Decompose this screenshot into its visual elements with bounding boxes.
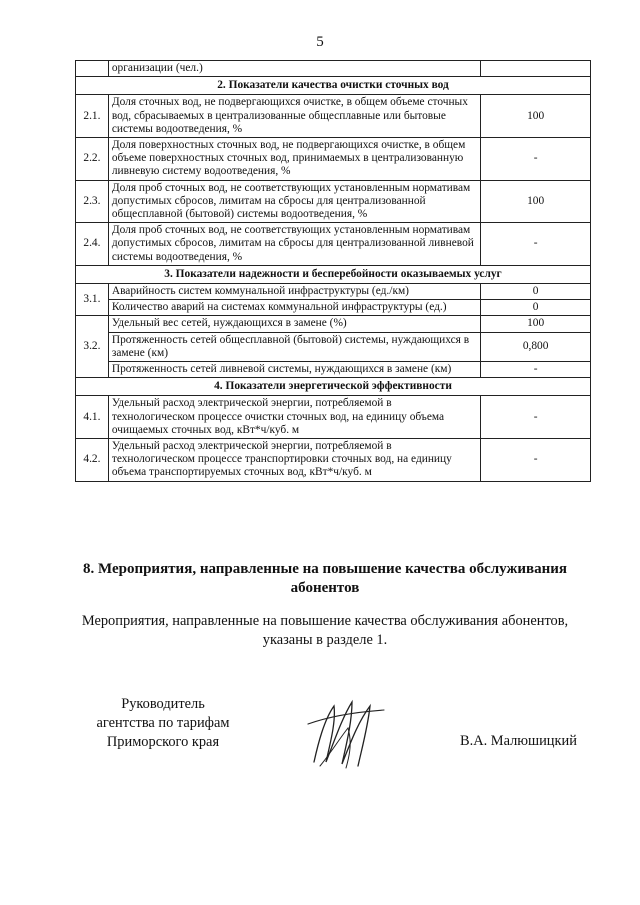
table-row (76, 300, 591, 316)
section-8-heading: 8. Мероприятия, направленные на повышение качества обслуживания абонентов (82, 561, 567, 596)
row-description: Протяженность сетей общесплавной (бытовой) системы, нуждающихся в замене (км) (108, 332, 480, 361)
section-title: 2. Показатели качества очистки сточных вод (76, 77, 591, 95)
row-number: 3.2. (76, 316, 109, 378)
section-header (76, 265, 591, 283)
table-row (76, 138, 591, 181)
row-description: Удельный расход электрической энергии, потребляемой в технологическом процессе транспортировки сточных вод, на единицу объема транспортируемых сточных вод, кВт*ч/куб. м (108, 439, 480, 482)
table-row (76, 180, 591, 223)
table-row (76, 223, 591, 266)
row-value: - (481, 362, 591, 378)
table-row (76, 396, 591, 439)
row-value: 100 (481, 180, 591, 223)
table-row (76, 95, 591, 138)
row-number: 2.1. (76, 95, 109, 138)
section-title: 3. Показатели надежности и бесперебойности оказываемых услуг (76, 265, 591, 283)
row-description: Количество аварий на системах коммунальной инфраструктуры (ед.) (108, 300, 480, 316)
row-number: 3.1. (76, 284, 109, 316)
row-description: Доля поверхностных сточных вод, не подвергающихся очистке, в общем объеме поверхностных сточных вод, принимаемых в централизованную ливневую систему водоотведения, % (108, 138, 480, 181)
signatory-position (78, 695, 248, 752)
row-description: Удельный расход электрической энергии, потребляемой в технологическом процессе очистки сточных вод, на единицу объема очищаемых сточных вод, кВт*ч/куб. м (108, 396, 480, 439)
section-8-text: Мероприятия, направленные на повышение качества обслуживания абонентов, указаны в разделе 1. (81, 613, 569, 648)
handwritten-signature (300, 692, 390, 772)
row-value: 0,800 (481, 332, 591, 361)
row-value: 0 (481, 300, 591, 316)
signatory-name: В.А. Малюшицкий (460, 733, 577, 749)
table-row (76, 362, 591, 378)
row-description: Протяженность сетей ливневой системы, нуждающихся в замене (км) (108, 362, 480, 378)
row-value: - (481, 439, 591, 482)
section-header (76, 77, 591, 95)
row-number (76, 61, 109, 77)
row-value: 100 (481, 95, 591, 138)
indicators-table (75, 60, 591, 482)
row-value: 0 (481, 284, 591, 300)
row-value: - (481, 138, 591, 181)
row-description: Доля проб сточных вод, не соответствующих установленным нормативам допустимых сбросов, лимитам на сбросы для централизованной ливневой системы водоотведения, % (108, 223, 480, 266)
row-description: Удельный вес сетей, нуждающихся в замене (%) (108, 316, 480, 332)
row-value: - (481, 396, 591, 439)
row-number: 4.1. (76, 396, 109, 439)
section-title: 4. Показатели энергетической эффективности (76, 378, 591, 396)
table-row (76, 332, 591, 361)
table-row (76, 61, 591, 77)
table-row (76, 284, 591, 300)
section-header (76, 378, 591, 396)
row-number: 2.3. (76, 180, 109, 223)
row-description: Доля проб сточных вод, не соответствующих установленным нормативам допустимых сбросов, лимитам на сбросы для централизованной общесплавной (бытовой) системы водоотведения, % (108, 180, 480, 223)
table-row (76, 439, 591, 482)
page-number: 5 (316, 34, 324, 50)
signatory-position-line: агентства по тарифам (96, 715, 230, 731)
row-value: - (481, 223, 591, 266)
row-value (481, 61, 591, 77)
row-description: Доля сточных вод, не подвергающихся очистке, в общем объеме сточных вод, сбрасываемых в централизованные общесплавные или бытовые системы водоотведения, % (108, 95, 480, 138)
table-row (76, 316, 591, 332)
signatory-position-line: Руководитель (121, 696, 205, 712)
row-number: 2.4. (76, 223, 109, 266)
row-value: 100 (481, 316, 591, 332)
row-description: Аварийность систем коммунальной инфраструктуры (ед./км) (108, 284, 480, 300)
signatory-position-line: Приморского края (106, 734, 220, 750)
row-number: 4.2. (76, 439, 109, 482)
row-description: организации (чел.) (108, 61, 480, 77)
row-number: 2.2. (76, 138, 109, 181)
